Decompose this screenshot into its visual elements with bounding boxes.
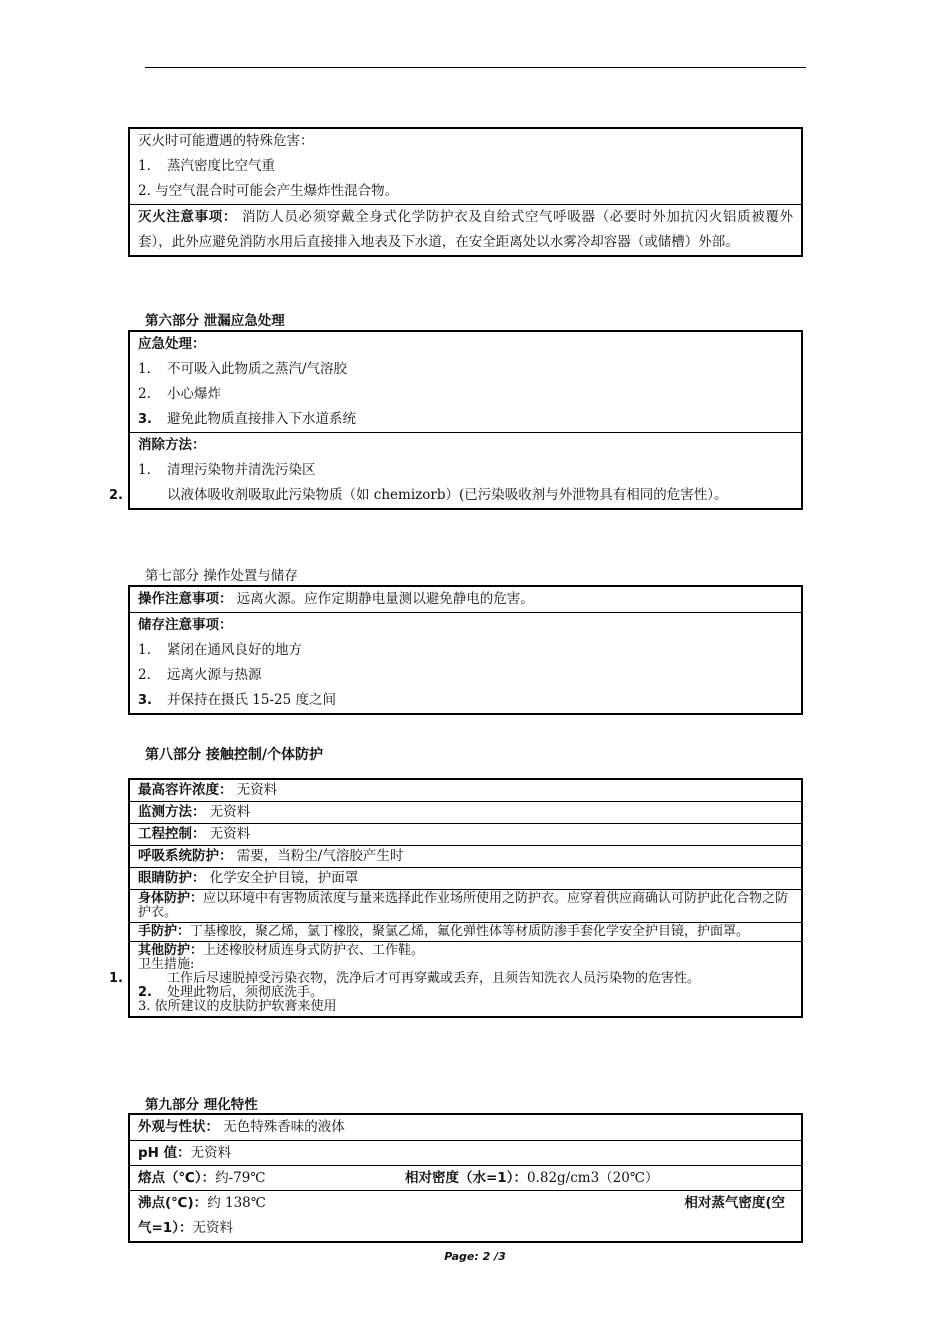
list-item: 3. 并保持在摄氏 15-25 度之间 (138, 692, 337, 708)
hygiene-title: 卫生措施: (138, 957, 195, 972)
list-item: 3. 依所建议的皮肤防护软膏来使用 (138, 999, 337, 1014)
section8-title: 第八部分 接触控制/个体防护 (145, 747, 323, 763)
exposure-row: 工程控制： 无资料 (130, 823, 801, 845)
list-item: 1. 工作后尽速脱掉受污染衣物，洗净后才可再穿戴或丢弃，且须告知洗衣人员污染物的危害性。 (109, 971, 701, 986)
list-item: 2. 远离火源与热源 (138, 667, 262, 683)
storage-row (130, 612, 801, 713)
body-protection-row: 身体防护：应以环境中有害物质浓度与量来选择此作业场所使用之防护衣。应穿着供应商确认可防护此化合物之防护衣。 (130, 889, 801, 922)
list-item: 2. 小心爆炸 (138, 386, 221, 402)
list-item: 1. 紧闭在通风良好的地方 (138, 642, 302, 658)
ph-row: pH 值：无资料 (130, 1140, 801, 1165)
section6-title: 第六部分 泄漏应急处理 (145, 313, 285, 329)
section9-title: 第九部分 理化特性 (145, 1097, 258, 1113)
cleanup-row (109, 432, 801, 508)
list-item: 1. 清理污染物并清洗污染区 (138, 462, 316, 478)
fire-precautions-label: 灭火注意事项： (138, 209, 238, 225)
hand-protection-row: 手防护：丁基橡胶，聚乙烯，氯丁橡胶，聚氯乙烯，氟化弹性体等材质防渗手套化学安全护目镜，护面罩。 (130, 922, 801, 941)
handling-row: 操作注意事项： 远离火源。应作定期静电量测以避免静电的危害。 (138, 591, 534, 607)
special-hazard-title: 灭火时可能遭遇的特殊危害： (138, 133, 314, 149)
hazard-item: 1. 蒸汽密度比空气重 (138, 158, 275, 174)
boiling-row: 沸点(℃)：约 138℃ 相对蒸气密度(空 气=1）：无资料 (130, 1190, 801, 1241)
header-rule (145, 67, 806, 68)
fire-precautions-row (130, 204, 801, 255)
relative-density: 相对密度（水=1）：0.82g/cm3（20℃） (405, 1170, 659, 1186)
emergency-label: 应急处理： (138, 336, 206, 352)
special-hazard-row (130, 129, 801, 204)
list-item: 1. 不可吸入此物质之蒸汽/气溶胶 (138, 361, 348, 377)
melting-row: 熔点（℃）：约-79℃ 相对密度（水=1）：0.82g/cm3（20℃） (130, 1165, 801, 1190)
page-number: Page: 2 /3 (444, 1250, 506, 1263)
other-protection-row: 其他防护：上述橡胶材质连身式防护衣、工作鞋。 卫生措施: 1. 工作后尽速脱掉受污染衣物，洗净后才可再穿戴或丢弃，且须告知洗衣人员污染物的危害性。 2. 处理此物后，须彻底洗手。 3. 依所建议的皮肤防护软膏来使用 (130, 941, 801, 1016)
list-item: 2. 以液体吸收剂吸取此污染物质（如 chemizorb）(已污染吸收剂与外泄物具有相同的危害性）。 (109, 487, 728, 503)
section7-title: 第七部分 操作处置与储存 (145, 568, 298, 584)
firefighting-box (128, 127, 803, 257)
exposure-row: 呼吸系统防护： 需要，当粉尘/气溶胶产生时 (130, 845, 801, 867)
exposure-row: 最高容许浓度： 无资料 (138, 782, 278, 798)
spill-box (109, 330, 803, 510)
list-item: 2. 处理此物后，须彻底洗手。 (138, 985, 324, 1000)
list-item: 3. 避免此物质直接排入下水道系统 (138, 411, 356, 427)
storage-box (128, 585, 803, 715)
storage-label: 储存注意事项： (138, 617, 233, 633)
hazard-item: 2. 与空气混合时可能会产生爆炸性混合物。 (138, 183, 399, 199)
properties-box (128, 1113, 803, 1243)
appearance-row: 外观与性状： 无色特殊香味的液体 (138, 1119, 345, 1135)
exposure-row: 监测方法： 无资料 (130, 801, 801, 823)
cleanup-label: 消除方法： (138, 437, 206, 453)
exposure-row: 眼睛防护： 化学安全护目镜，护面罩 (130, 867, 801, 889)
fire-precautions-text: 消防人员必须穿戴全身式化学防护衣及自给式空气呼吸器（必要时外加抗闪火铝质被覆外套），此外应避免消防水用后直接排入地表及下水道，在安全距离处以水雾冷却容器（或储槽）外部。 (138, 209, 794, 250)
emergency-row (130, 332, 801, 432)
exposure-box (109, 778, 803, 1018)
